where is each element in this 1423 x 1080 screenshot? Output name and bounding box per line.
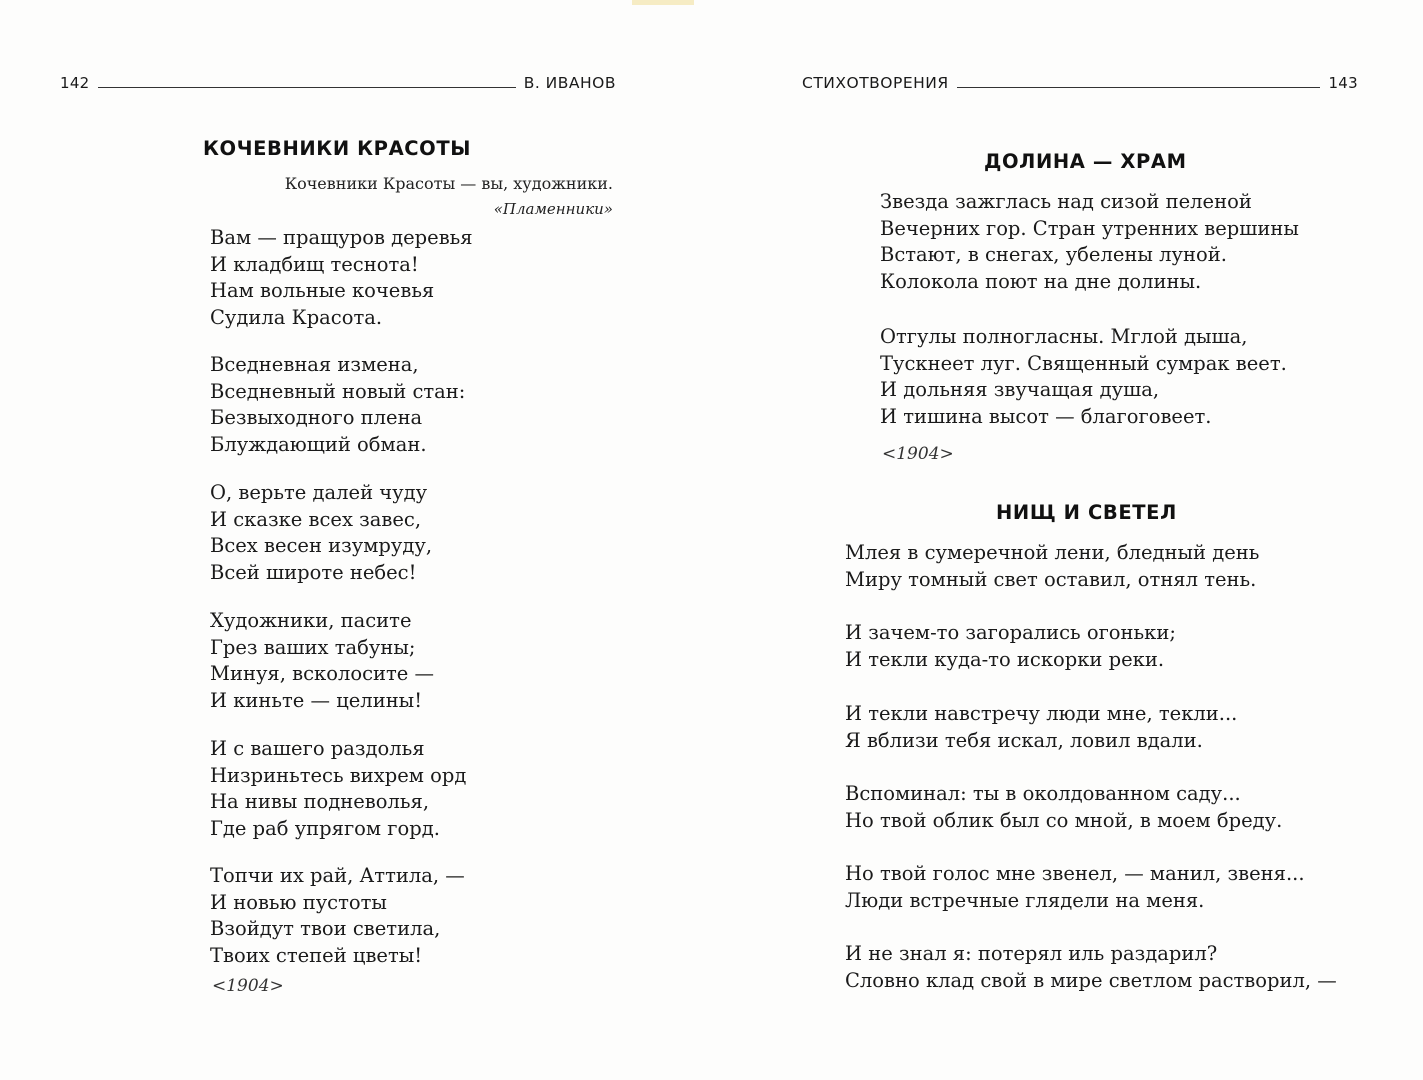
page-number-right: 143 bbox=[1328, 74, 1358, 92]
header-rule-left bbox=[98, 87, 516, 88]
verse-line: Миру томный свет оставил, отнял тень. bbox=[845, 567, 1257, 591]
stanza bbox=[880, 189, 1299, 295]
verse-line: Всех весен изумруду, bbox=[210, 534, 433, 557]
header-rule-right bbox=[957, 87, 1321, 88]
verse-line: Судила Красота. bbox=[210, 305, 383, 329]
poem-date: <1904> bbox=[882, 444, 954, 464]
verse-line: Твоих степей цветы! bbox=[210, 943, 423, 967]
poem-title-dolina: ДОЛИНА — ХРАМ bbox=[984, 150, 1187, 173]
verse-line: Блуждающий обман. bbox=[210, 432, 427, 456]
epigraph-source: «Пламенники» bbox=[493, 200, 613, 218]
verse-line: Вседневная измена, bbox=[210, 353, 419, 376]
verse-line: И кладбищ теснота! bbox=[210, 252, 419, 276]
verse-line: Словно клад свой в мире светлом растворил, — bbox=[845, 968, 1337, 992]
verse-line: Где раб упрягом горд. bbox=[210, 816, 440, 840]
verse-line: Колокола поют на дне долины. bbox=[880, 269, 1202, 293]
right-running-header bbox=[802, 74, 1358, 92]
verse-line: Минуя, всколосите — bbox=[210, 662, 435, 685]
verse-line: Звезда зажглась над сизой пеленой bbox=[880, 190, 1252, 213]
verse-line: Но твой голос мне звенел, — манил, звеня... bbox=[845, 862, 1305, 885]
verse-line: Грез ваших табуны; bbox=[210, 635, 416, 659]
verse-line: И киньте — целины! bbox=[210, 688, 423, 712]
verse-line: Вседневный новый стан: bbox=[210, 379, 466, 403]
verse-line: Художники, пасите bbox=[210, 609, 412, 632]
stanza bbox=[845, 540, 1259, 593]
stanza bbox=[210, 863, 465, 969]
stanza bbox=[880, 324, 1287, 430]
stanza bbox=[210, 352, 465, 458]
verse-line: Тускнеет луг. Священный сумрак веет. bbox=[880, 351, 1287, 375]
right-page bbox=[712, 0, 1423, 1080]
verse-line: Нам вольные кочевья bbox=[210, 279, 435, 302]
verse-line: Вспоминал: ты в околдованном саду... bbox=[845, 782, 1241, 805]
verse-line: О, верьте далей чуду bbox=[210, 481, 428, 504]
stanza bbox=[210, 736, 466, 842]
verse-line: Всей широте небес! bbox=[210, 560, 417, 584]
verse-line: И текли навстречу люди мне, текли... bbox=[845, 702, 1238, 725]
verse-line: Вам — пращуров деревья bbox=[210, 226, 473, 249]
epigraph bbox=[250, 174, 613, 218]
epigraph-text: Кочевники Красоты — вы, художники. bbox=[284, 174, 613, 193]
poem-date: <1904> bbox=[212, 976, 284, 996]
verse-line: Безвыходного плена bbox=[210, 406, 423, 429]
running-head-section: СТИХОТВОРЕНИЯ bbox=[802, 74, 949, 92]
verse-line: Встают, в снегах, убелены луной. bbox=[880, 243, 1227, 266]
verse-line: На нивы подневолья, bbox=[210, 790, 430, 813]
poem-title-nishch: НИЩ И СВЕТЕЛ bbox=[996, 501, 1177, 524]
running-head-author: В. ИВАНОВ bbox=[523, 74, 616, 92]
verse-line: И дольняя звучащая душа, bbox=[880, 378, 1160, 401]
verse-line: И новью пустоты bbox=[210, 890, 387, 914]
verse-line: Топчи их рай, Аттила, — bbox=[210, 864, 465, 887]
left-running-header bbox=[60, 74, 616, 92]
stanza bbox=[845, 861, 1305, 914]
verse-line: И не знал я: потерял иль раздарил? bbox=[845, 942, 1218, 965]
verse-line: Низриньтесь вихрем орд bbox=[210, 763, 467, 787]
verse-line: Люди встречные глядели на меня. bbox=[845, 888, 1205, 912]
stanza bbox=[210, 608, 434, 714]
verse-line: И с вашего раздолья bbox=[210, 737, 425, 760]
verse-line: Отгулы полногласны. Мглой дыша, bbox=[880, 325, 1248, 348]
verse-line: Вечерних гор. Стран утренних вершины bbox=[880, 216, 1299, 240]
stanza bbox=[210, 480, 432, 586]
verse-line: И зачем-то загорались огоньки; bbox=[845, 621, 1176, 644]
stanza bbox=[845, 620, 1176, 673]
verse-line: Млея в сумеречной лени, бледный день bbox=[845, 541, 1260, 564]
stanza bbox=[845, 781, 1282, 834]
verse-line: Взойдут твои светила, bbox=[210, 917, 441, 940]
page-number-left: 142 bbox=[60, 74, 90, 92]
verse-line: И текли куда-то искорки реки. bbox=[845, 647, 1165, 671]
poem-title-kochevniki: КОЧЕВНИКИ КРАСОТЫ bbox=[203, 137, 472, 160]
verse-line: И тишина высот — благоговеет. bbox=[880, 404, 1212, 428]
stanza bbox=[845, 701, 1237, 754]
stanza bbox=[845, 941, 1337, 994]
verse-line: Но твой облик был со мной, в моем бреду. bbox=[845, 808, 1283, 832]
verse-line: И сказке всех завес, bbox=[210, 507, 422, 531]
verse-line: Я вблизи тебя искал, ловил вдали. bbox=[845, 728, 1203, 752]
stanza bbox=[210, 225, 473, 331]
